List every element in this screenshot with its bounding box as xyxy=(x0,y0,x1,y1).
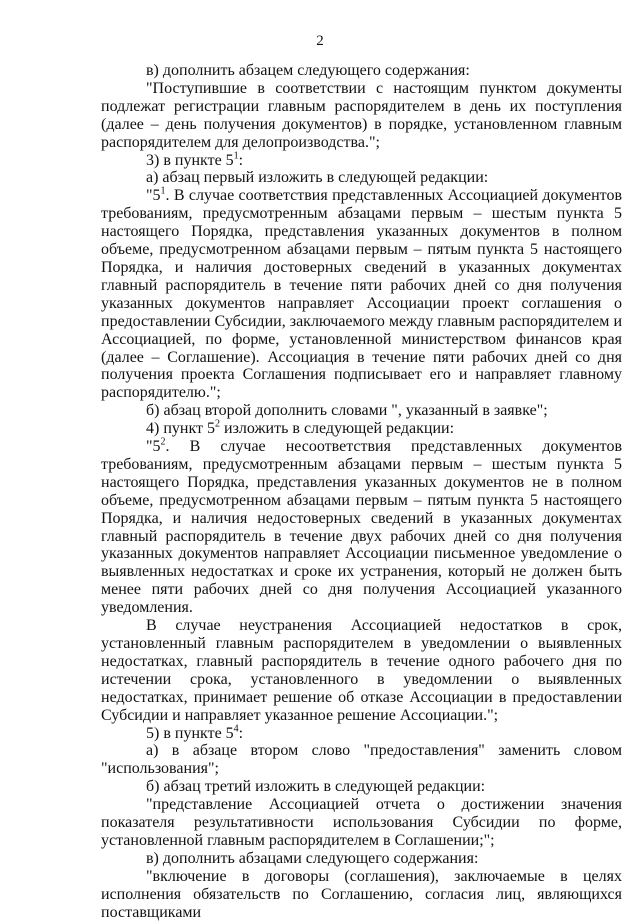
paragraph xyxy=(101,62,622,80)
paragraph-text: "представление Ассоциацией отчета о достижении значения показателя результативности использования Субсидии по форме, установленной главным распорядителем в Соглашении;"; xyxy=(101,796,622,849)
paragraph-text: "5 xyxy=(146,438,161,456)
paragraph-text-cont: . В случае несоответствия представленных документов требованиям, предусмотренным абзацами первым – шестым пункта 5 настоящего Порядка, представления указанных документов не в полном объеме, предусмотренном абзацами первым – пятым пункта 5 настоящего Порядка, и наличия недостоверных сведений в указанных документах главный распорядитель в течение двух рабочих дней со дня получения указанных документов направляет Ассоциации письменное уведомление о выявленных недостатках и сроке их устранения, который не должен быть менее пяти рабочих дней со дня получения Ассоциацией указанного уведомления. xyxy=(101,438,622,617)
paragraph-text: "включение в договоры (соглашения), заключаемые в целях исполнения обязательств по Соглашению, согласия лиц, являющихся поставщиками xyxy=(101,867,622,921)
paragraph-text: а) в абзаце втором слово "предоставления" заменить словом "использования"; xyxy=(101,742,622,778)
paragraph-text: "Поступившие в соответствии с настоящим пунктом документы подлежат регистрации главным распорядителем в день их поступления (далее – день получения документов) в порядке, установленном главным распорядителем для делопроизводства."; xyxy=(101,79,622,151)
superscript-index: 1 xyxy=(233,150,239,162)
paragraph-text: а) абзац первый изложить в следующей редакции: xyxy=(146,169,489,187)
superscript-index: 1 xyxy=(160,186,166,198)
paragraph-text-cont: изложить в следующей редакции: xyxy=(220,420,455,438)
paragraph xyxy=(101,420,622,438)
paragraph xyxy=(101,152,622,170)
page-number: 2 xyxy=(316,33,324,49)
paragraph xyxy=(101,169,622,187)
paragraph-text: В случае неустранения Ассоциацией недостатков в срок, установленный главным распорядителем в уведомлении о выявленных недостатках, главный распорядитель в течение одного рабочего дня по истечении срока, установленного в уведомлении о выявленных недостатках, принимает решение об отказе Ассоциации в предоставлении Субсидии и направляет указанное решение Ассоциации."; xyxy=(101,617,622,724)
paragraph xyxy=(101,402,622,420)
paragraph-text: б) абзац третий изложить в следующей редакции: xyxy=(146,778,486,796)
paragraph xyxy=(101,778,622,796)
paragraph-text-cont: : xyxy=(238,724,244,742)
paragraph xyxy=(101,796,622,850)
document-body xyxy=(101,62,622,922)
paragraph-text: "5 xyxy=(146,187,161,205)
paragraph-text: в) дополнить абзацем следующего содержания: xyxy=(146,62,470,79)
paragraph-text-cont: : xyxy=(238,151,244,169)
paragraph xyxy=(101,438,622,617)
paragraph xyxy=(101,80,622,152)
superscript-index: 2 xyxy=(160,436,166,448)
superscript-index: 2 xyxy=(215,418,221,430)
paragraph xyxy=(101,617,622,724)
paragraph xyxy=(101,725,622,743)
paragraph-text: б) абзац второй дополнить словами ", указанный в заявке"; xyxy=(146,402,548,420)
paragraph-text: 5) в пункте 5 xyxy=(146,724,234,742)
paragraph-text: 3) в пункте 5 xyxy=(146,151,234,169)
superscript-index: 4 xyxy=(233,723,239,735)
paragraph-text: 4) пункт 5 xyxy=(146,420,216,438)
paragraph xyxy=(101,742,622,778)
paragraph-text: в) дополнить абзацами следующего содержания: xyxy=(146,849,479,867)
paragraph xyxy=(101,187,622,402)
paragraph xyxy=(101,850,622,868)
paragraph xyxy=(101,868,622,922)
paragraph-text-cont: . В случае соответствия представленных Ассоциацией документов требованиям, предусмотренным абзацами первым – шестым пункта 5 настоящего Порядка, представления указанных документов в полном объеме, предусмотренном абзацами первым – пятым пункта 5 настоящего Порядка, и наличия достоверных сведений в указанных документах главный распорядитель в течение пяти рабочих дней со дня получения указанных документов направляет Ассоциации проект соглашения о предоставлении Субсидии, заключаемого между главным распорядителем и Ассоциацией, по форме, установленной министерством финансов края (далее – Соглашение). Ассоциация в течение пяти рабочих дней со дня получения проекта Соглашения подписывает его и направляет главному распорядителю."; xyxy=(101,187,622,402)
